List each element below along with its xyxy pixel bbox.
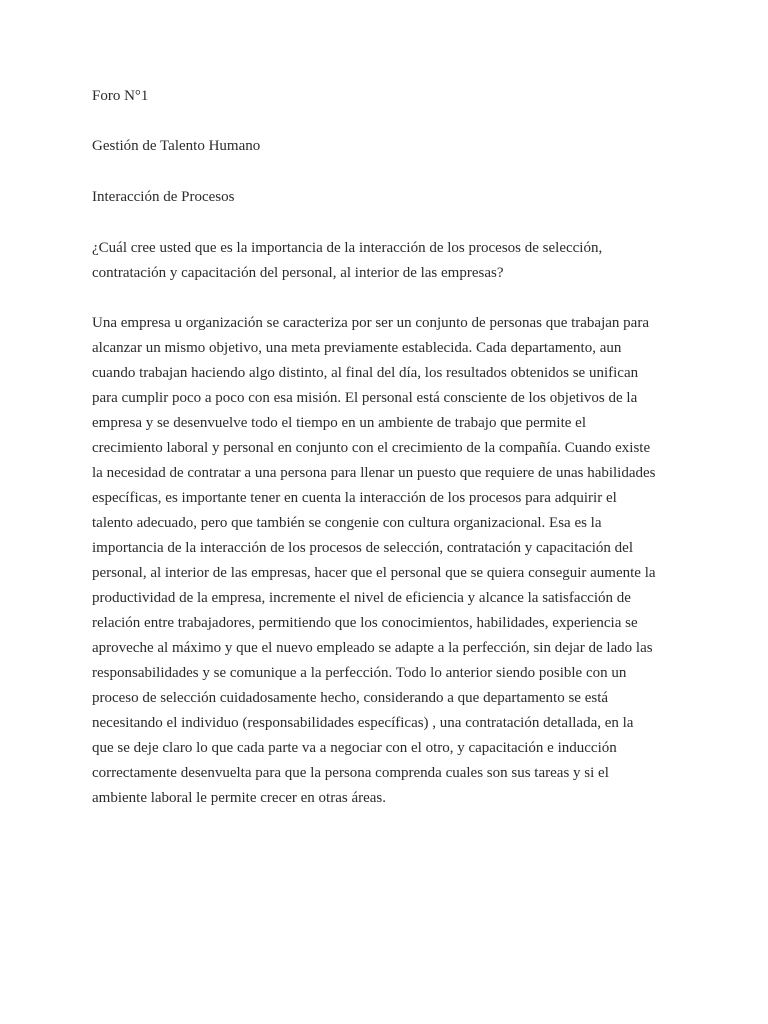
answer-line: alcanzar un mismo objetivo, una meta previamente establecida. Cada departamento, aun: [92, 340, 622, 356]
answer-line: importancia de la interacción de los procesos de selección, contratación y capacitación del: [92, 540, 634, 556]
answer-line: personal, al interior de las empresas, hacer que el personal que se quiera conseguir aumente la: [92, 565, 656, 581]
answer-line: empresa y se desenvuelve todo el tiempo en un ambiente de trabajo que permite el: [92, 415, 586, 431]
course-title: Gestión de Talento Humano: [92, 138, 261, 154]
question-line: contratación y capacitación del personal, al interior de las empresas?: [92, 265, 504, 281]
answer-line: relación entre trabajadores, permitiendo que los conocimientos, habilidades, experiencia se: [92, 615, 638, 631]
answer-line: que se deje claro lo que cada parte va a negociar con el otro, y capacitación e inducción: [92, 740, 617, 756]
answer-line: crecimiento laboral y personal en conjunto con el crecimiento de la compañía. Cuando existe: [92, 440, 651, 456]
answer-line: para cumplir poco a poco con esa misión. El personal está consciente de los objetivos de la: [92, 390, 638, 406]
question-line: ¿Cuál cree usted que es la importancia de la interacción de los procesos de selección,: [92, 240, 603, 256]
answer-line: proceso de selección cuidadosamente hecho, considerando a que departamento se está: [92, 690, 609, 706]
answer-line: la necesidad de contratar a una persona para llenar un puesto que requiere de unas habilidades: [92, 465, 656, 481]
answer-line: Una empresa u organización se caracteriza por ser un conjunto de personas que trabajan para: [92, 315, 649, 331]
answer-line: productividad de la empresa, incremente el nivel de eficiencia y alcance la satisfacción de: [92, 590, 631, 606]
forum-label: Foro N°1: [92, 88, 149, 104]
answer-line: necesitando el individuo (responsabilidades específicas) , una contratación detallada, en la: [92, 715, 634, 731]
answer-line: cuando trabajan haciendo algo distinto, al final del día, los resultados obtenidos se unifican: [92, 365, 639, 381]
answer-line: específicas, es importante tener en cuenta la interacción de los procesos para adquirir el: [92, 490, 617, 506]
answer-line: talento adecuado, pero que también se congenie con cultura organizacional. Esa es la: [92, 515, 602, 531]
answer-paragraph: [92, 311, 656, 811]
answer-line: responsabilidades y se comunique a la perfección. Todo lo anterior siendo posible con un: [92, 665, 627, 681]
question-paragraph: [92, 236, 602, 286]
answer-line: correctamente desenvuelta para que la persona comprenda cuales son sus tareas y si el: [92, 765, 609, 781]
answer-line: ambiente laboral le permite crecer en otras áreas.: [92, 790, 387, 806]
answer-line: aproveche al máximo y que el nuevo empleado se adapte a la perfección, sin dejar de lado las: [92, 640, 653, 656]
topic-title: Interacción de Procesos: [92, 189, 235, 205]
